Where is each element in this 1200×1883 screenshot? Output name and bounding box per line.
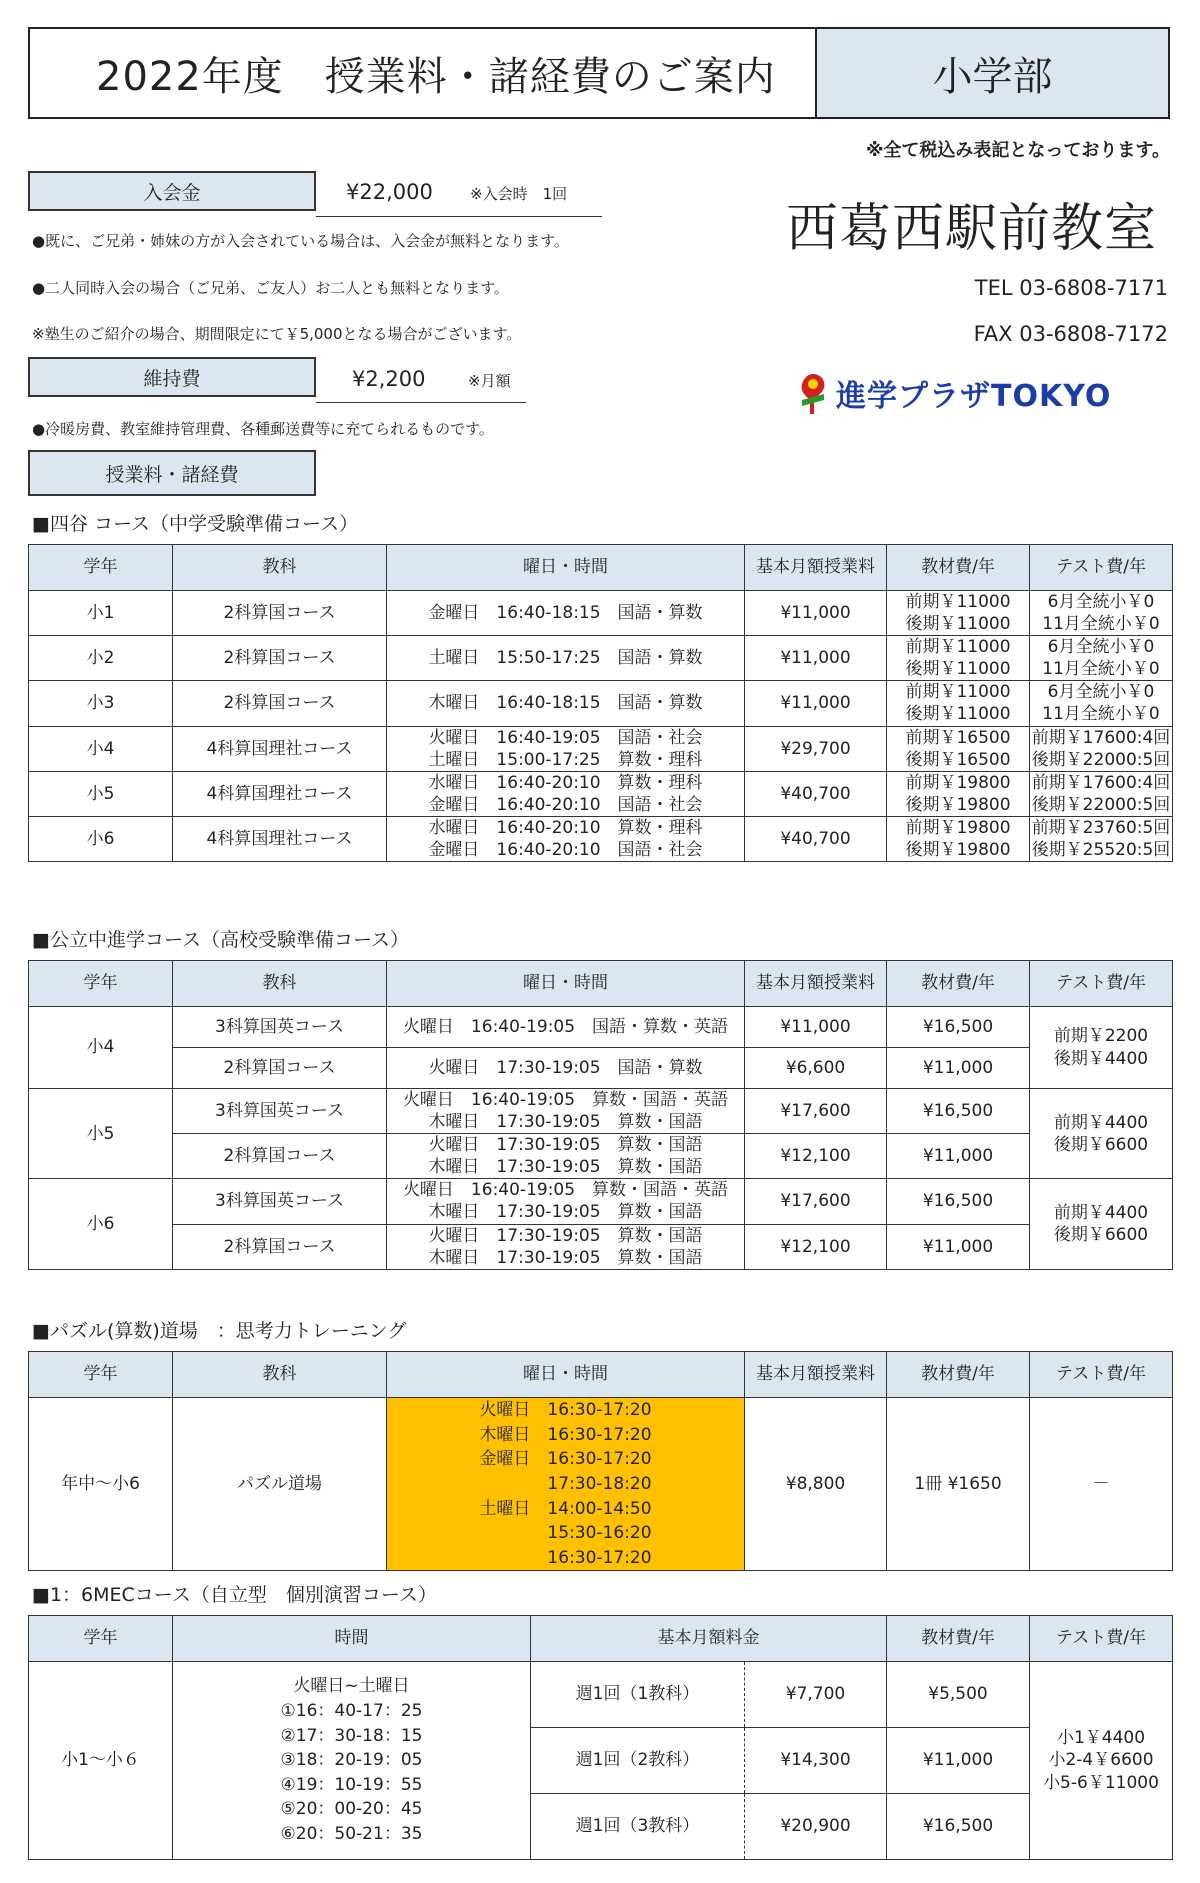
admission-bullet-2: ●二人同時入会の場合（ご兄弟、ご友人）お二人とも無料となります。: [32, 279, 509, 297]
fee-cell: ¥11,000: [745, 636, 887, 681]
table-row: [29, 726, 1173, 771]
subject-cell: 2科算国コース: [173, 681, 387, 726]
fee-cell: ¥17,600: [745, 1089, 887, 1134]
schedule-cell: 火曜日 16:40-19:05 算数・国語・英語 木曜日 17:30-19:05 算数・国語: [387, 1179, 745, 1224]
admission-label: 入会金: [28, 171, 316, 211]
maintenance-underline: [316, 402, 526, 403]
school-logo: [796, 370, 1111, 416]
public-header-4: 教材費/年: [887, 961, 1030, 1007]
test-cell: 前期￥23760:5回 後期￥25520:5回: [1030, 816, 1173, 861]
table-row: [29, 1662, 1173, 1728]
public-header-3: 基本月額授業料: [745, 961, 887, 1007]
material-cell: ¥11,000: [887, 1224, 1030, 1269]
test-cell: 6月全統小￥0 11月全統小￥0: [1030, 591, 1173, 636]
subject-cell: 2科算国コース: [173, 591, 387, 636]
fee-cell: ¥12,100: [745, 1134, 887, 1179]
puzzle-fee: ¥8,800: [745, 1398, 887, 1571]
mec-header-material: 教材費/年: [887, 1616, 1030, 1662]
table-row: [29, 1398, 1173, 1571]
yotsuya-heading: ■四谷 コース（中学受験準備コース）: [32, 513, 359, 535]
public-header-1: 教科: [173, 961, 387, 1007]
puzzle-header-5: テスト費/年: [1030, 1352, 1173, 1398]
yotsuya-header-3: 基本月額授業料: [745, 545, 887, 591]
puzzle-header-row: [29, 1352, 1173, 1398]
logo-text: 進学プラザTOKYO: [836, 379, 1112, 414]
puzzle-schedule-line: 土曜日 14:00-14:50: [479, 1498, 652, 1519]
material-cell: 前期￥11000 後期￥11000: [887, 636, 1030, 681]
puzzle-material: 1冊 ¥1650: [887, 1398, 1030, 1571]
yotsuya-header-4: 教材費/年: [887, 545, 1030, 591]
grade-cell: 小6: [29, 816, 173, 861]
fee-cell: ¥11,000: [745, 1007, 887, 1048]
table-row: [29, 636, 1173, 681]
yotsuya-header-5: テスト費/年: [1030, 545, 1173, 591]
test-cell: 前期￥4400 後期￥6600: [1030, 1179, 1173, 1269]
table-row: [29, 1134, 1173, 1179]
mec-header-row: [29, 1616, 1173, 1662]
fee-cell: ¥12,100: [745, 1224, 887, 1269]
fee-cell: ¥11,000: [745, 681, 887, 726]
grade-cell: 小4: [29, 726, 173, 771]
test-cell: 6月全統小￥0 11月全統小￥0: [1030, 681, 1173, 726]
grade-cell: 小6: [29, 1179, 173, 1269]
mec-heading: ■1：6MECコース（自立型 個別演習コース）: [32, 1584, 437, 1606]
fee-cell: ¥6,600: [745, 1048, 887, 1089]
mec-material: ¥16,500: [887, 1794, 1030, 1860]
puzzle-test: －: [1030, 1398, 1173, 1571]
admission-bullet-1: ●既に、ご兄弟・姉妹の方が入会されている場合は、入会金が無料となります。: [32, 232, 569, 250]
tax-note: ※全て税込み表記となっております。: [865, 140, 1170, 161]
material-cell: 前期￥11000 後期￥11000: [887, 681, 1030, 726]
public-header-2: 曜日・時間: [387, 961, 745, 1007]
subject-cell: 4科算国理社コース: [173, 771, 387, 816]
table-row: [29, 1007, 1173, 1048]
material-cell: 前期￥11000 後期￥11000: [887, 591, 1030, 636]
admission-price: ¥22,000: [346, 180, 433, 204]
fee-cell: ¥40,700: [745, 771, 887, 816]
mec-header-time: 時間: [173, 1616, 531, 1662]
title-box: [28, 27, 1170, 119]
mec-fee: ¥20,900: [745, 1794, 887, 1860]
mec-fee: ¥14,300: [745, 1728, 887, 1794]
school-name: 西葛西駅前教室: [786, 199, 1158, 259]
puzzle-schedule-line: 木曜日 16:30-17:20: [479, 1424, 652, 1445]
schedule-cell: 火曜日 16:40-19:05 国語・算数・英語: [387, 1007, 745, 1048]
public-header-5: テスト費/年: [1030, 961, 1173, 1007]
puzzle-heading: ■パズル(算数)道場 ：思考力トレーニング: [32, 1320, 407, 1342]
admission-underline: [316, 216, 602, 217]
puzzle-schedule: [387, 1398, 745, 1571]
puzzle-schedule-line: 15:30-16:20: [479, 1523, 652, 1544]
test-cell: 前期￥17600:4回 後期￥22000:5回: [1030, 771, 1173, 816]
puzzle-header-0: 学年: [29, 1352, 173, 1398]
subject-cell: 4科算国理社コース: [173, 816, 387, 861]
grade-cell: 小1: [29, 591, 173, 636]
puzzle-grade: 年中～小6: [29, 1398, 173, 1571]
material-cell: ¥16,500: [887, 1179, 1030, 1224]
puzzle-subject: パズル道場: [173, 1398, 387, 1571]
subject-cell: 2科算国コース: [173, 1134, 387, 1179]
puzzle-schedule-line: 17:30-18:20: [479, 1473, 652, 1494]
material-cell: 前期￥19800 後期￥19800: [887, 816, 1030, 861]
table-row: [29, 1048, 1173, 1089]
material-cell: ¥16,500: [887, 1007, 1030, 1048]
mec-header-grade: 学年: [29, 1616, 173, 1662]
puzzle-table: [28, 1351, 1173, 1571]
maintenance-label: 維持費: [28, 357, 316, 397]
schedule-cell: 水曜日 16:40-20:10 算数・理科 金曜日 16:40-20:10 国語・社会: [387, 816, 745, 861]
mec-plan: 週1回（3教科）: [531, 1794, 745, 1860]
maintenance-price: ¥2,200: [352, 367, 426, 391]
logo-mark-icon: [796, 370, 830, 416]
maintenance-note: ※月額: [468, 372, 511, 390]
table-row: [29, 1089, 1173, 1134]
test-cell: 前期￥2200 後期￥4400: [1030, 1007, 1173, 1089]
mec-header-test: テスト費/年: [1030, 1616, 1173, 1662]
page-title: 2022年度 授業料・諸経費のご案内: [30, 29, 817, 117]
test-cell: 前期￥17600:4回 後期￥22000:5回: [1030, 726, 1173, 771]
schedule-cell: 火曜日 17:30-19:05 算数・国語 木曜日 17:30-19:05 算数・国語: [387, 1224, 745, 1269]
schedule-cell: 火曜日 16:40-19:05 国語・社会 土曜日 15:00-17:25 算数・理科: [387, 726, 745, 771]
mec-table: [28, 1615, 1173, 1860]
school-tel: TEL 03-6808-7171: [974, 276, 1168, 300]
table-row: [29, 771, 1173, 816]
fee-cell: ¥29,700: [745, 726, 887, 771]
public-header-0: 学年: [29, 961, 173, 1007]
admission-note: ※入会時 1回: [470, 185, 568, 203]
fee-cell: ¥17,600: [745, 1179, 887, 1224]
mec-plan: 週1回（1教科）: [531, 1662, 745, 1728]
mec-plan: 週1回（2教科）: [531, 1728, 745, 1794]
mec-header-fee: 基本月額料金: [531, 1616, 887, 1662]
public-heading: ■公立中進学コース（高校受験準備コース）: [32, 929, 410, 951]
public-table: [28, 960, 1173, 1270]
grade-cell: 小4: [29, 1007, 173, 1089]
yotsuya-header-2: 曜日・時間: [387, 545, 745, 591]
fee-cell: ¥40,700: [745, 816, 887, 861]
mec-test: 小1￥4400 小2-4￥6600 小5-6￥11000: [1030, 1662, 1173, 1860]
mec-material: ¥11,000: [887, 1728, 1030, 1794]
table-row: [29, 681, 1173, 726]
yotsuya-header-0: 学年: [29, 545, 173, 591]
schedule-cell: 金曜日 16:40-18:15 国語・算数: [387, 591, 745, 636]
school-fax: FAX 03-6808-7172: [973, 322, 1168, 346]
tuition-label: 授業料・諸経費: [28, 450, 316, 496]
subject-cell: 2科算国コース: [173, 636, 387, 681]
material-cell: ¥11,000: [887, 1048, 1030, 1089]
puzzle-header-2: 曜日・時間: [387, 1352, 745, 1398]
public-header-row: [29, 961, 1173, 1007]
table-row: [29, 591, 1173, 636]
mec-fee: ¥7,700: [745, 1662, 887, 1728]
material-cell: ¥16,500: [887, 1089, 1030, 1134]
mec-material: ¥5,500: [887, 1662, 1030, 1728]
schedule-cell: 火曜日 16:40-19:05 算数・国語・英語 木曜日 17:30-19:05 算数・国語: [387, 1089, 745, 1134]
table-row: [29, 1179, 1173, 1224]
puzzle-schedule-line: 16:30-17:20: [479, 1547, 652, 1568]
schedule-cell: 木曜日 16:40-18:15 国語・算数: [387, 681, 745, 726]
puzzle-header-4: 教材費/年: [887, 1352, 1030, 1398]
puzzle-header-1: 教科: [173, 1352, 387, 1398]
test-cell: 前期￥4400 後期￥6600: [1030, 1089, 1173, 1179]
schedule-cell: 水曜日 16:40-20:10 算数・理科 金曜日 16:40-20:10 国語・社会: [387, 771, 745, 816]
material-cell: 前期￥16500 後期￥16500: [887, 726, 1030, 771]
subject-cell: 3科算国英コース: [173, 1089, 387, 1134]
admission-bullet-3: ※塾生のご紹介の場合、期間限定にて￥5,000となる場合がございます。: [32, 325, 522, 343]
material-cell: ¥11,000: [887, 1134, 1030, 1179]
fee-cell: ¥11,000: [745, 591, 887, 636]
grade-cell: 小5: [29, 771, 173, 816]
schedule-cell: 火曜日 17:30-19:05 算数・国語 木曜日 17:30-19:05 算数・国語: [387, 1134, 745, 1179]
mec-grade: 小1～小６: [29, 1662, 173, 1860]
table-row: [29, 1224, 1173, 1269]
subject-cell: 2科算国コース: [173, 1224, 387, 1269]
table-row: [29, 816, 1173, 861]
grade-cell: 小5: [29, 1089, 173, 1179]
subject-cell: 4科算国理社コース: [173, 726, 387, 771]
yotsuya-table: [28, 544, 1173, 862]
subject-cell: 3科算国英コース: [173, 1179, 387, 1224]
division-label: 小学部: [817, 29, 1168, 117]
subject-cell: 3科算国英コース: [173, 1007, 387, 1048]
puzzle-schedule-line: 火曜日 16:30-17:20: [479, 1400, 652, 1420]
puzzle-header-3: 基本月額授業料: [745, 1352, 887, 1398]
material-cell: 前期￥19800 後期￥19800: [887, 771, 1030, 816]
yotsuya-header-1: 教科: [173, 545, 387, 591]
test-cell: 6月全統小￥0 11月全統小￥0: [1030, 636, 1173, 681]
puzzle-schedule-line: 金曜日 16:30-17:20: [479, 1449, 652, 1470]
subject-cell: 2科算国コース: [173, 1048, 387, 1089]
schedule-cell: 火曜日 17:30-19:05 国語・算数: [387, 1048, 745, 1089]
yotsuya-header-row: [29, 545, 1173, 591]
schedule-cell: 土曜日 15:50-17:25 国語・算数: [387, 636, 745, 681]
grade-cell: 小3: [29, 681, 173, 726]
grade-cell: 小2: [29, 636, 173, 681]
maintenance-bullet: ●冷暖房費、教室維持管理費、各種郵送費等に充てられるものです。: [32, 420, 494, 438]
mec-times: 火曜日~土曜日 ①16：40-17：25 ②17：30-18：15 ③18：20-19：05 ④19：10-19：55 ⑤20：00-20：45 ⑥20：50-21：35: [173, 1662, 531, 1860]
